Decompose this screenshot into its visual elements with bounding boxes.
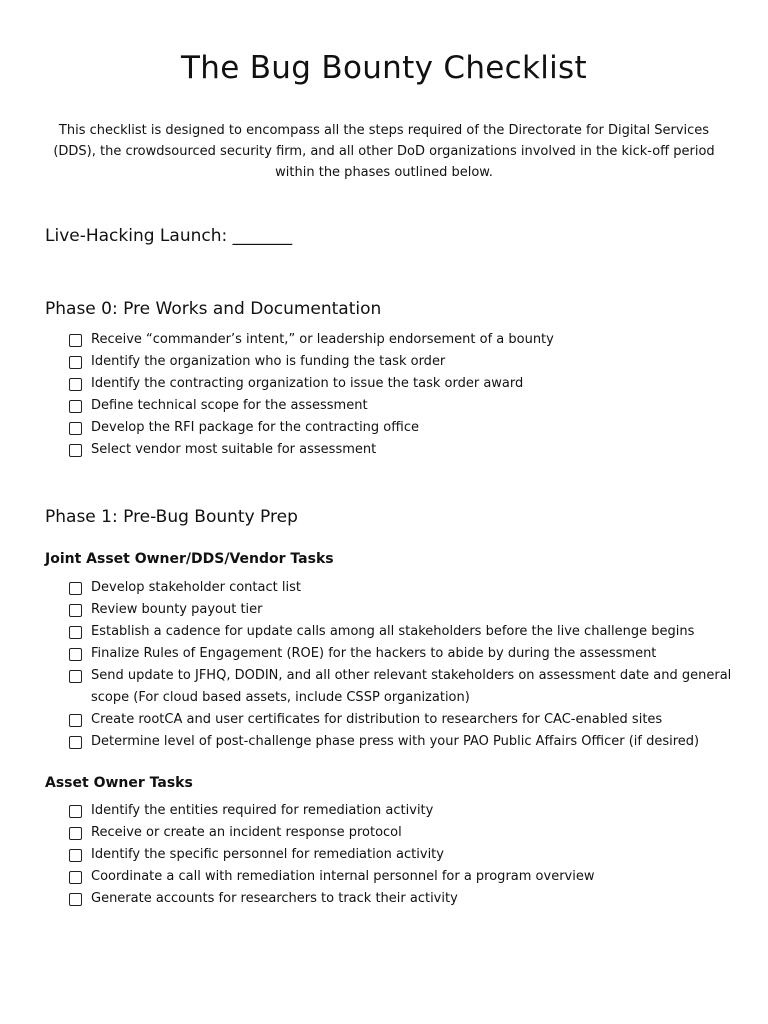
checklist-item: [69, 329, 749, 351]
checkbox[interactable]: [69, 648, 82, 661]
checklist-item-label: Receive or create an incident response protocol: [91, 825, 402, 840]
checkbox[interactable]: [69, 604, 82, 617]
checkbox[interactable]: [69, 670, 82, 683]
phase-1-title: Phase 1: Pre-Bug Bounty Prep: [45, 507, 298, 527]
checklist-item: [69, 373, 749, 395]
checklist-item-label: Receive “commander’s intent,” or leadership endorsement of a bounty: [91, 332, 554, 347]
checklist-item: [69, 731, 749, 753]
asset-owner-tasks-checklist: [69, 800, 749, 910]
checklist-item-label: Develop the RFI package for the contracting office: [91, 420, 419, 435]
checkbox[interactable]: [69, 805, 82, 818]
checklist-item-label: Identify the contracting organization to issue the task order award: [91, 376, 524, 391]
checklist-item-label: Determine level of post-challenge phase press with your PAO Public Affairs Officer (if desired): [91, 734, 700, 749]
checkbox[interactable]: [69, 827, 82, 840]
joint-tasks-title: Joint Asset Owner/DDS/Vendor Tasks: [45, 551, 334, 567]
checklist-item: [69, 822, 749, 844]
checklist-item: [69, 844, 749, 866]
checkbox[interactable]: [69, 444, 82, 457]
checkbox[interactable]: [69, 378, 82, 391]
launch-line: Live-Hacking Launch: _______: [45, 226, 293, 246]
checklist-item: [69, 599, 749, 621]
intro-paragraph: This checklist is designed to encompass all the steps required of the Directorate for Digital Services (DDS), the crowdsourced security firm, and all other DoD organizations involved in the kick-off period within the phases outlined below.: [53, 123, 715, 180]
checkbox[interactable]: [69, 356, 82, 369]
phase-0-title: Phase 0: Pre Works and Documentation: [45, 299, 382, 319]
checklist-item-label: Finalize Rules of Engagement (ROE) for the hackers to abide by during the assessment: [91, 646, 657, 661]
checklist-item: [69, 665, 749, 709]
checkbox[interactable]: [69, 893, 82, 906]
checkbox[interactable]: [69, 736, 82, 749]
checklist-item: [69, 351, 749, 373]
checklist-item-label: Coordinate a call with remediation internal personnel for a program overview: [91, 869, 595, 884]
asset-owner-tasks-title: Asset Owner Tasks: [45, 775, 193, 791]
checkbox[interactable]: [69, 871, 82, 884]
checkbox[interactable]: [69, 582, 82, 595]
checklist-item-label: Identify the specific personnel for remediation activity: [91, 847, 444, 862]
checklist-item-label: Select vendor most suitable for assessment: [91, 442, 377, 457]
checkbox[interactable]: [69, 849, 82, 862]
checklist-item: [69, 417, 749, 439]
checklist-item-label: Develop stakeholder contact list: [91, 580, 301, 595]
checklist-item: [69, 643, 749, 665]
checkbox[interactable]: [69, 626, 82, 639]
checkbox[interactable]: [69, 334, 82, 347]
checklist-item: [69, 621, 749, 643]
checklist-item-label: Identify the entities required for remediation activity: [91, 803, 434, 818]
joint-tasks-checklist: [69, 577, 749, 753]
checklist-item-label: Identify the organization who is funding the task order: [91, 354, 446, 369]
checklist-item: [69, 395, 749, 417]
phase-0-checklist: [69, 329, 749, 461]
checklist-item-label: Send update to JFHQ, DODIN, and all other relevant stakeholders on assessment date and general scope (For cloud based assets, include CSSP organization): [91, 668, 732, 705]
checkbox[interactable]: [69, 400, 82, 413]
checkbox[interactable]: [69, 422, 82, 435]
checklist-item: [69, 800, 749, 822]
checklist-item: [69, 866, 749, 888]
checklist-item-label: Create rootCA and user certificates for distribution to researchers for CAC-enabled sites: [91, 712, 663, 727]
checklist-item: [69, 709, 749, 731]
checklist-item: [69, 439, 749, 461]
checklist-item-label: Establish a cadence for update calls among all stakeholders before the live challenge begins: [91, 624, 695, 639]
checkbox[interactable]: [69, 714, 82, 727]
checklist-item-label: Define technical scope for the assessment: [91, 398, 368, 413]
checklist-item: [69, 888, 749, 910]
checklist-item-label: Generate accounts for researchers to track their activity: [91, 891, 458, 906]
checklist-item-label: Review bounty payout tier: [91, 602, 263, 617]
page-title: The Bug Bounty Checklist: [181, 50, 587, 86]
checklist-item: [69, 577, 749, 599]
